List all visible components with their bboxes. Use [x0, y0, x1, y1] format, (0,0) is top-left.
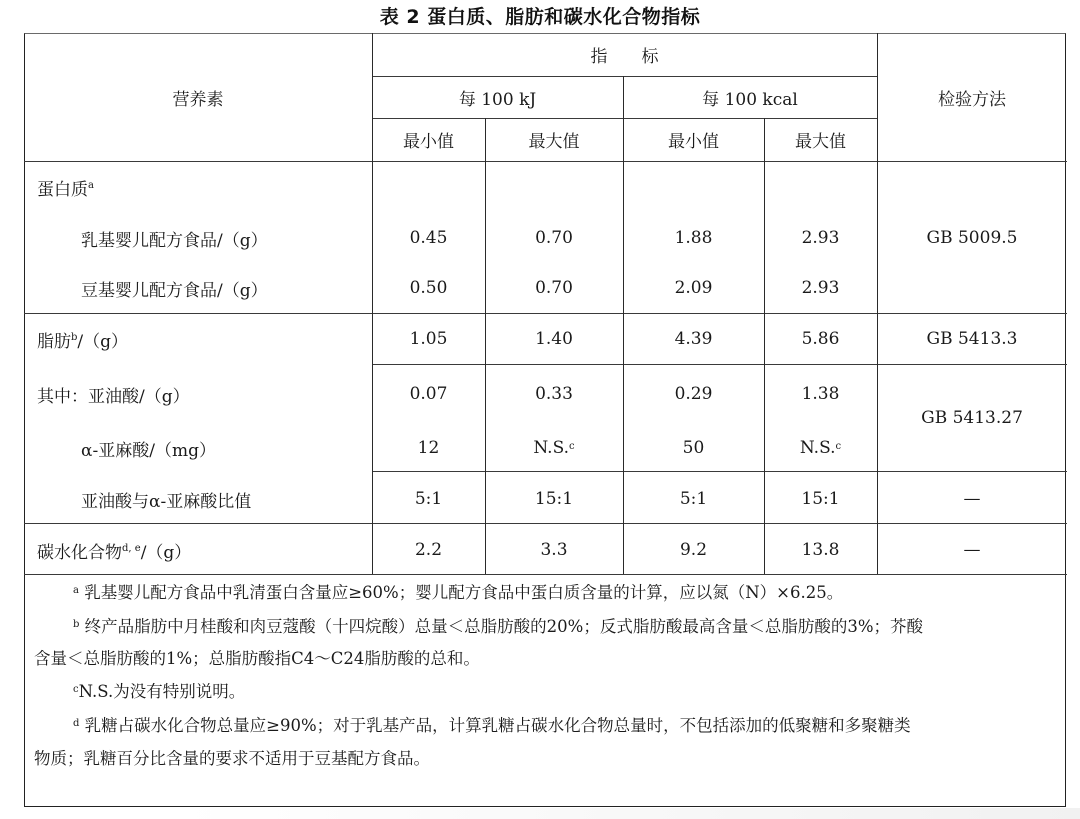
header-kj-max: 最大值: [528, 132, 580, 152]
page-shadow: [180, 808, 1080, 819]
value-cell: 0.33: [535, 384, 573, 404]
row-label-alpha-linolenic: α-亚麻酸/（mg）: [81, 440, 216, 461]
row-label-fat: 脂肪 $^b$ /（g）: [37, 331, 129, 352]
value-cell: N.S. $^c$: [799, 438, 842, 458]
header-indicator: 指 标: [590, 47, 659, 67]
method-protein: GB 5009.5: [926, 228, 1018, 248]
footnote-a: $^a$ 乳基婴儿配方食品中乳清蛋白含量应≥60%；婴儿配方食品中蛋白质含量的计算，应以氮（N）×6.25。: [73, 583, 844, 602]
table-title: 表 2 蛋白质、脂肪和碳水化合物指标: [379, 6, 701, 28]
row-label-ratio: 亚油酸与α-亚麻酸比值: [81, 491, 252, 512]
value-cell: 13.8: [801, 540, 840, 560]
value-cell: 5:1: [679, 489, 708, 509]
divider: [372, 471, 1067, 472]
header-kj-min: 最小值: [403, 132, 454, 152]
row-label-milk-based: 乳基婴儿配方食品/（g）: [81, 230, 268, 251]
value-cell: 2.93: [801, 228, 840, 248]
divider: [24, 523, 1067, 524]
divider: [24, 161, 1067, 162]
value-cell: 5.86: [801, 329, 840, 349]
value-cell: 2.2: [414, 540, 443, 560]
value-cell: 2.93: [801, 278, 840, 298]
method-carbohydrate: —: [963, 540, 981, 560]
value-cell: 1.40: [535, 329, 573, 349]
footnote-d-continued: 物质；乳糖百分比含量的要求不适用于豆基配方食品。: [34, 749, 430, 768]
value-cell: 15:1: [801, 489, 840, 509]
value-cell: 0.70: [535, 228, 573, 248]
header-kcal-min: 最小值: [668, 132, 719, 152]
header-per-100kj: 每 100 kJ: [458, 89, 537, 110]
divider: [24, 574, 1067, 575]
row-label-linoleic: 其中：亚油酸/（g）: [37, 386, 190, 407]
value-cell: 15:1: [534, 489, 574, 509]
divider: [24, 313, 1067, 314]
method-fatty-acids: GB 5413.27: [921, 407, 1023, 428]
row-label-carbohydrate: 碳水化合物 $^{d, e}$ /（g）: [37, 542, 192, 563]
value-cell: 1.88: [674, 228, 713, 248]
value-cell: 0.07: [409, 384, 448, 404]
value-cell: 5:1: [414, 489, 443, 509]
value-cell: 1.05: [409, 329, 448, 349]
footnote-b-continued: 含量＜总脂肪酸的1%；总脂肪酸指C4～C24脂肪酸的总和。: [34, 649, 480, 668]
value-cell: 1.38: [801, 384, 840, 404]
method-ratio: —: [963, 489, 981, 509]
value-cell: 9.2: [679, 540, 708, 560]
footnote-d: $^d$ 乳糖占碳水化合物总量应≥90%；对于乳基产品，计算乳糖占碳水化合物总量时，不包括添加的低聚糖和多聚糖类: [73, 716, 911, 735]
header-kcal-max: 最大值: [795, 132, 846, 152]
value-cell: 0.70: [535, 278, 573, 298]
value-cell: 50: [682, 438, 705, 458]
header-nutrient: 营养素: [172, 89, 224, 110]
row-label-soy-based: 豆基婴儿配方食品/（g）: [81, 280, 268, 301]
value-cell: 0.50: [409, 278, 448, 298]
row-label-protein: 蛋白质 $^a$: [37, 179, 94, 200]
value-cell: 2.09: [674, 278, 713, 298]
value-cell: 3.3: [540, 540, 568, 560]
footnote-c: $^c$N.S.为没有特别说明。: [73, 682, 246, 701]
value-cell: 4.39: [674, 329, 713, 349]
value-cell: 12: [417, 438, 440, 458]
value-cell: N.S. $^c$: [533, 438, 575, 458]
header-per-100kcal: 每 100 kcal: [702, 89, 798, 110]
value-cell: 0.45: [409, 228, 448, 248]
method-fat: GB 5413.3: [926, 329, 1018, 349]
value-cell: 0.29: [674, 384, 713, 404]
header-method: 检验方法: [938, 89, 1006, 110]
footnote-b: $^b$ 终产品脂肪中月桂酸和肉豆蔻酸（十四烷酸）总量＜总脂肪酸的20%；反式脂肪酸最高含量＜总脂肪酸的3%；芥酸: [73, 617, 924, 636]
